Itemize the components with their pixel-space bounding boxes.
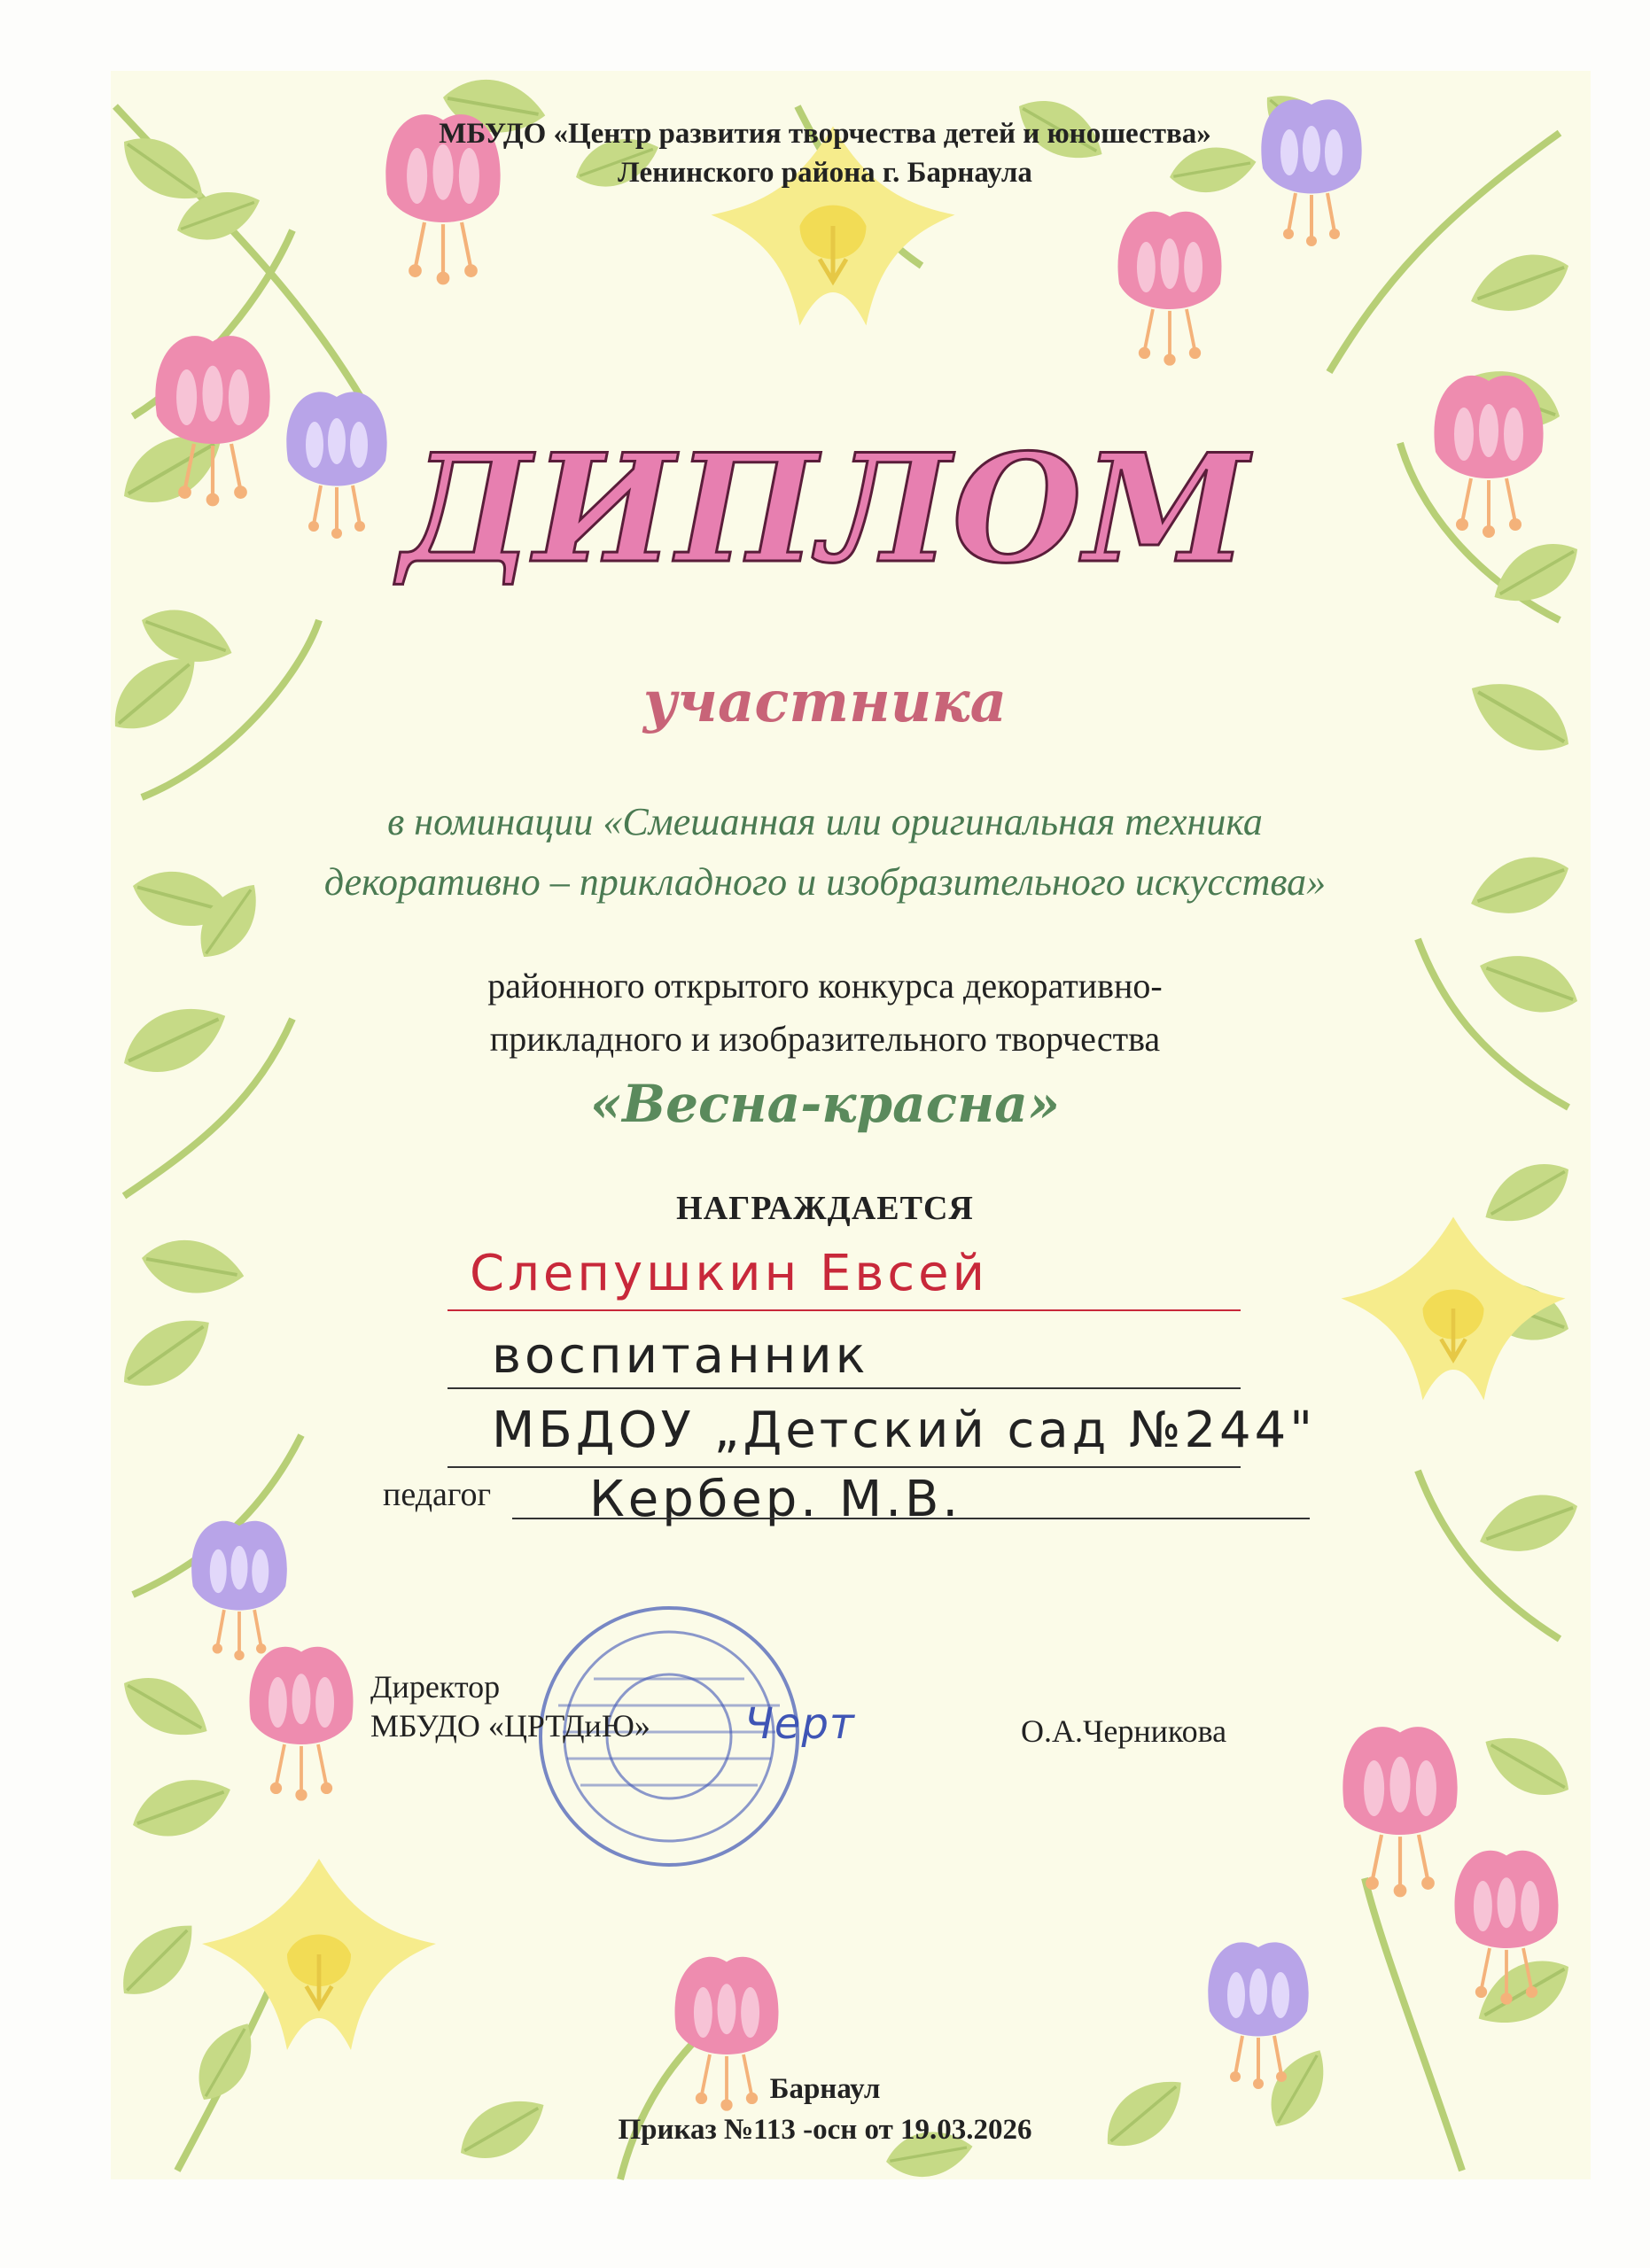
competition-name: «Весна-красна» <box>589 1074 1061 1134</box>
footer-order: Приказ №113 -осн от 19.03.2026 <box>618 2114 1032 2146</box>
organization-line-2: Ленинского района г. Барнаула <box>618 157 1032 189</box>
nomination-line-1: в номинации «Смешанная или оригинальная техника <box>387 800 1263 843</box>
director-name: О.А.Черникова <box>1021 1713 1227 1749</box>
recipient-name: Слепушкин Евсей <box>470 1245 988 1302</box>
competition-line-1: районного открытого конкурса декоративно- <box>487 966 1163 1006</box>
teacher-name: Кербер. М.В. <box>589 1471 962 1528</box>
diploma-title: ДИПЛОМ <box>400 421 1250 596</box>
recipient-role-underline <box>448 1387 1241 1389</box>
teacher-label: педагог <box>383 1476 492 1513</box>
organization-line-1: МБУДО «Центр развития творчества детей и юношества» <box>439 118 1211 150</box>
nomination-line-2: декоративно – прикладного и изобразительного искусства» <box>323 860 1327 904</box>
recipient-name-underline <box>448 1309 1241 1311</box>
competition-line-2: прикладного и изобразительного творчества <box>489 1019 1161 1059</box>
awarded-label: НАГРАЖДАЕТСЯ <box>676 1190 974 1227</box>
diploma-subtitle: участника <box>642 669 1008 735</box>
recipient-role: воспитанник <box>492 1327 869 1385</box>
teacher-underline <box>512 1518 1310 1519</box>
footer-city: Барнаул <box>769 2073 881 2105</box>
recipient-institution-underline <box>448 1466 1241 1468</box>
director-title-line-2: МБУДО «ЦРТДиЮ» <box>370 1708 650 1744</box>
recipient-institution: МБДОУ „Детский сад №244" <box>492 1402 1317 1459</box>
director-title-line-1: Директор <box>370 1669 501 1705</box>
handwritten-signature: Черт <box>744 1699 855 1749</box>
